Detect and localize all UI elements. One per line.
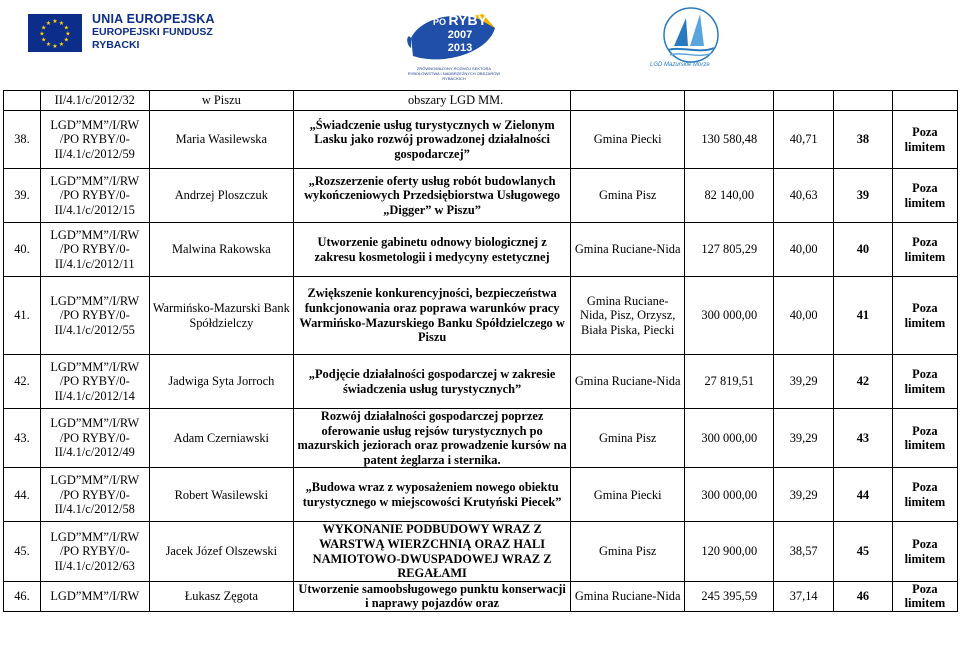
project-title: Rozwój działalności gospodarczej poprzez oferowanie usług rejsów turystycznych po mazurskich jeziorach oraz prowadzenie kursów na patent żeglarza i sternika. — [294, 409, 571, 468]
amount — [685, 91, 774, 111]
svg-text:★: ★ — [63, 36, 69, 44]
application-code — [40, 522, 149, 581]
ranking-position: 41 — [834, 277, 893, 355]
status: Poza limitem — [892, 223, 957, 277]
svg-text:★: ★ — [65, 30, 71, 38]
application-code-line: II/4.1/c/2012/11 — [54, 256, 135, 271]
location — [571, 91, 685, 111]
project-title: „Podjęcie działalności gospodarczej w zakresie świadczenia usług turystycznych” — [294, 355, 571, 409]
location: Gmina Piecki — [571, 111, 685, 169]
eu-fund-label — [92, 13, 215, 52]
ranking-position: 45 — [834, 522, 893, 581]
row-number: 45. — [4, 522, 41, 581]
status: Poza limitem — [892, 355, 957, 409]
eu-flag-logo — [28, 14, 82, 52]
table-row — [4, 409, 958, 468]
beneficiary-name: Malwina Rakowska — [149, 223, 294, 277]
application-code-line: LGD”MM”/I/RW — [50, 529, 140, 544]
location: Gmina Ruciane-Nida, Pisz, Orzysz, Biała Piska, Piecki — [571, 277, 685, 355]
eu-label-line: RYBACKI — [92, 39, 140, 51]
application-code: II/4.1/c/2012/32 — [40, 91, 149, 111]
beneficiary-name: w Piszu — [149, 91, 294, 111]
row-number: 41. — [4, 277, 41, 355]
svg-text:★: ★ — [58, 19, 65, 27]
row-number: 40. — [4, 223, 41, 277]
percentage — [774, 91, 834, 111]
application-code-line: LGD”MM”/I/RW — [50, 227, 140, 242]
beneficiary-name: Adam Czerniawski — [149, 409, 294, 468]
project-title: WYKONANIE PODBUDOWY WRAZ Z WARSTWĄ WIERZCHNIĄ ORAZ HALI NAMIOTOWO-DWUSPADOWEJ WRAZ Z REGAŁAMI — [294, 522, 571, 581]
lgd-label: LGD Mazurskie Morze — [650, 62, 710, 68]
application-code-line: /PO RYBY/0- — [59, 132, 130, 147]
ranking-position: 40 — [834, 223, 893, 277]
application-code-line: II/4.1/c/2012/63 — [54, 558, 135, 573]
table-row — [4, 223, 958, 277]
amount: 82 140,00 — [685, 169, 774, 223]
percentage: 39,29 — [774, 468, 834, 522]
row-number — [4, 91, 41, 111]
status: Poza limitem — [892, 581, 957, 611]
application-code-line: LGD”MM”/I/RW — [50, 359, 140, 374]
application-code-line: /PO RYBY/0- — [59, 487, 130, 502]
percentage: 40,00 — [774, 223, 834, 277]
row-number: 42. — [4, 355, 41, 409]
svg-text:★: ★ — [58, 41, 65, 49]
percentage: 37,14 — [774, 581, 834, 611]
svg-text:★: ★ — [52, 18, 58, 25]
amount: 127 805,29 — [685, 223, 774, 277]
amount: 300 000,00 — [685, 409, 774, 468]
po-ryby-subtitle: ZRÓWNOWAŻONY ROZWÓJ SEKTORA RYBOŁÓWSTWA I NADBRZEŻNYCH OBSZARÓW RYBACKICH — [407, 66, 501, 81]
amount: 130 580,48 — [685, 111, 774, 169]
beneficiary-name: Warmińsko-Mazurski Bank Spółdzielczy — [149, 277, 294, 355]
project-title: Zwiększenie konkurencyjności, bezpieczeństwa funkcjonowania oraz poprawa warunków pracy Warmińsko-Mazurskiego Banku Spółdzielczego w Piszu — [294, 277, 571, 355]
table-row — [4, 468, 958, 522]
svg-text:★: ★ — [45, 41, 52, 49]
percentage: 40,63 — [774, 169, 834, 223]
application-code-line: /PO RYBY/0- — [59, 430, 130, 445]
row-number: 38. — [4, 111, 41, 169]
location: Gmina Pisz — [571, 409, 685, 468]
application-code — [40, 468, 149, 522]
application-code-line: /PO RYBY/0- — [59, 308, 130, 323]
amount: 300 000,00 — [685, 468, 774, 522]
application-code-line: II/4.1/c/2012/14 — [54, 388, 135, 403]
application-code-line: LGD”MM”/I/RW — [50, 589, 140, 604]
application-code-line: LGD”MM”/I/RW — [50, 416, 140, 431]
project-title: obszary LGD MM. — [294, 91, 571, 111]
location: Gmina Ruciane-Nida — [571, 223, 685, 277]
application-code-line: LGD”MM”/I/RW — [50, 173, 140, 188]
application-code — [40, 111, 149, 169]
ranking-position: 42 — [834, 355, 893, 409]
application-code-line: /PO RYBY/0- — [59, 544, 130, 559]
application-code — [40, 169, 149, 223]
percentage: 38,57 — [774, 522, 834, 581]
eu-label-line: EUROPEJSKI FUNDUSZ — [92, 26, 213, 38]
amount: 300 000,00 — [685, 277, 774, 355]
row-number: 44. — [4, 468, 41, 522]
beneficiary-name: Jacek Józef Olszewski — [149, 522, 294, 581]
project-title: Utworzenie samoobsługowego punktu konserwacji i naprawy pojazdów oraz — [294, 581, 571, 611]
project-title: „Budowa wraz z wyposażeniem nowego obiektu turystycznego w miejscowości Krutyński Piecek” — [294, 468, 571, 522]
application-code — [40, 581, 149, 611]
svg-text:★: ★ — [41, 24, 47, 32]
application-code-line: /PO RYBY/0- — [59, 374, 130, 389]
svg-text:★: ★ — [52, 43, 58, 50]
beneficiary-name: Łukasz Zęgota — [149, 581, 294, 611]
document-header — [0, 0, 960, 90]
beneficiary-name: Jadwiga Syta Jorroch — [149, 355, 294, 409]
status: Poza limitem — [892, 468, 957, 522]
application-code-line: II/4.1/c/2012/49 — [54, 445, 135, 460]
application-code-line: LGD”MM”/I/RW — [50, 293, 140, 308]
location: Gmina Piecki — [571, 468, 685, 522]
application-code-line: II/4.1/c/2012/55 — [54, 322, 135, 337]
ranking-position — [834, 91, 893, 111]
status: Poza limitem — [892, 409, 957, 468]
location: Gmina Pisz — [571, 169, 685, 223]
table-row-partial — [4, 91, 958, 111]
po-ryby-logo: PO RYBY 2007 2013 — [403, 8, 503, 68]
project-title: „Rozszerzenie oferty usług robót budowlanych wykończeniowych Przedsiębiorstwa Usługowego „Digger” w Piszu” — [294, 169, 571, 223]
location: Gmina Ruciane-Nida — [571, 581, 685, 611]
status: Poza limitem — [892, 111, 957, 169]
percentage: 39,29 — [774, 409, 834, 468]
application-code-line: /PO RYBY/0- — [59, 242, 130, 257]
table-row — [4, 581, 958, 611]
location: Gmina Ruciane-Nida — [571, 355, 685, 409]
ranking-position: 38 — [834, 111, 893, 169]
ranking-position: 44 — [834, 468, 893, 522]
application-code — [40, 277, 149, 355]
amount: 245 395,59 — [685, 581, 774, 611]
project-title: Utworzenie gabinetu odnowy biologicznej z zakresu kosmetologii i medycyny estetycznej — [294, 223, 571, 277]
status: Poza limitem — [892, 277, 957, 355]
application-code-line: II/4.1/c/2012/15 — [54, 202, 135, 217]
percentage: 39,29 — [774, 355, 834, 409]
table-row — [4, 169, 958, 223]
project-title: „Świadczenie usług turystycznych w Zielonym Lasku jako rozwój prowadzonej działalności gospodarczej” — [294, 111, 571, 169]
ranking-position: 46 — [834, 581, 893, 611]
application-code — [40, 223, 149, 277]
row-number: 46. — [4, 581, 41, 611]
lgd-mazurskie-morze-logo — [660, 6, 722, 64]
table-row — [4, 111, 958, 169]
eu-label-line: UNIA EUROPEJSKA — [92, 12, 215, 26]
svg-text:★: ★ — [41, 36, 47, 44]
application-code — [40, 355, 149, 409]
svg-text:★: ★ — [45, 19, 52, 27]
beneficiary-name: Maria Wasilewska — [149, 111, 294, 169]
application-code-line: /PO RYBY/0- — [59, 188, 130, 203]
application-code-line: LGD”MM”/I/RW — [50, 117, 140, 132]
percentage: 40,00 — [774, 277, 834, 355]
table-row — [4, 522, 958, 581]
ranking-position: 43 — [834, 409, 893, 468]
row-number: 39. — [4, 169, 41, 223]
beneficiary-name: Robert Wasilewski — [149, 468, 294, 522]
status: Poza limitem — [892, 169, 957, 223]
application-code-line: LGD”MM”/I/RW — [50, 472, 140, 487]
status — [892, 91, 957, 111]
application-code-line: II/4.1/c/2012/58 — [54, 502, 135, 517]
application-code-line: II/4.1/c/2012/59 — [54, 146, 135, 161]
percentage: 40,71 — [774, 111, 834, 169]
amount: 120 900,00 — [685, 522, 774, 581]
svg-text:★: ★ — [63, 24, 69, 32]
svg-text:★: ★ — [39, 30, 45, 38]
ranking-position: 39 — [834, 169, 893, 223]
status: Poza limitem — [892, 522, 957, 581]
ranking-table — [3, 90, 958, 612]
beneficiary-name: Andrzej Ploszczuk — [149, 169, 294, 223]
table-row — [4, 355, 958, 409]
amount: 27 819,51 — [685, 355, 774, 409]
table-row — [4, 277, 958, 355]
application-code — [40, 409, 149, 468]
row-number: 43. — [4, 409, 41, 468]
location: Gmina Pisz — [571, 522, 685, 581]
